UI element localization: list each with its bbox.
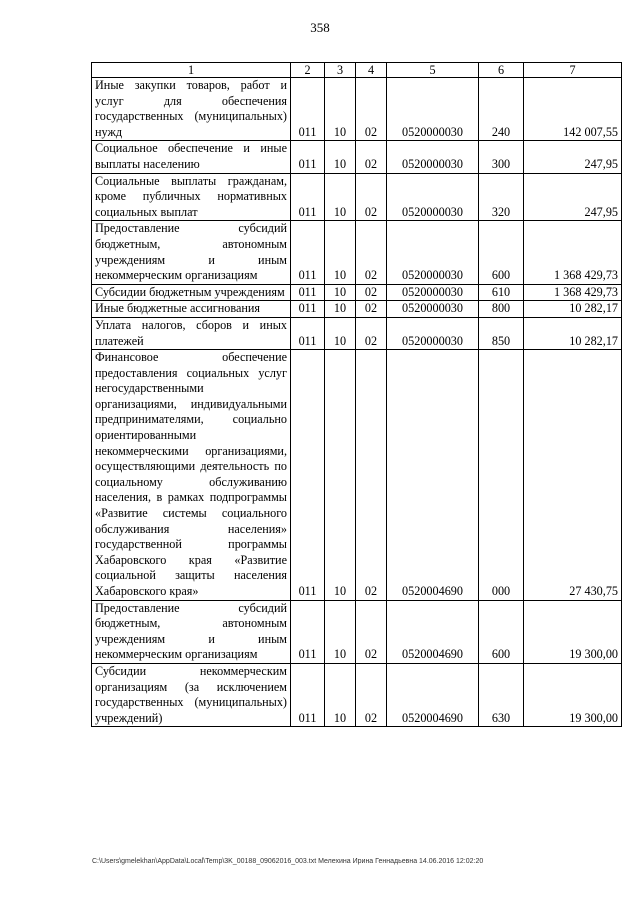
- row-description: Уплата налогов, сборов и иных платежей: [92, 317, 291, 349]
- cell-ministry: 011: [291, 317, 325, 349]
- cell-amount: 10 282,17: [524, 301, 622, 318]
- cell-expense-type: 610: [479, 284, 524, 301]
- cell-target-article: 0520000030: [387, 173, 479, 221]
- cell-subsection: 02: [356, 600, 387, 663]
- column-header: 5: [387, 63, 479, 78]
- table-row: [92, 350, 622, 601]
- cell-section: 10: [325, 221, 356, 284]
- row-description: Субсидии бюджетным учреждениям: [92, 284, 291, 301]
- cell-expense-type: 800: [479, 301, 524, 318]
- row-description: Финансовое обеспечение предоставления социальных услуг негосударственными организациями, индивидуальными предпринимателями, социально ориентированными некоммерческими организациями, осуществляющими деятельность по социальному обслуживанию населения, в рамках подпрограммы «Развитие системы социального обслуживания населения» государственной программы Хабаровского края «Развитие социальной защиты населения Хабаровского края»: [92, 350, 291, 601]
- table-row: [92, 663, 622, 726]
- cell-amount: 1 368 429,73: [524, 284, 622, 301]
- cell-subsection: 02: [356, 173, 387, 221]
- cell-expense-type: 000: [479, 350, 524, 601]
- row-description: Иные закупки товаров, работ и услуг для обеспечения государственных (муниципальных) нужд: [92, 78, 291, 141]
- cell-section: 10: [325, 284, 356, 301]
- cell-expense-type: 850: [479, 317, 524, 349]
- cell-ministry: 011: [291, 141, 325, 173]
- cell-expense-type: 630: [479, 663, 524, 726]
- cell-amount: 10 282,17: [524, 317, 622, 349]
- cell-amount: 1 368 429,73: [524, 221, 622, 284]
- cell-section: 10: [325, 141, 356, 173]
- cell-amount: 247,95: [524, 173, 622, 221]
- cell-expense-type: 320: [479, 173, 524, 221]
- cell-section: 10: [325, 173, 356, 221]
- row-description: Иные бюджетные ассигнования: [92, 301, 291, 318]
- cell-subsection: 02: [356, 284, 387, 301]
- cell-ministry: 011: [291, 663, 325, 726]
- table-row: [92, 221, 622, 284]
- cell-expense-type: 240: [479, 78, 524, 141]
- cell-subsection: 02: [356, 141, 387, 173]
- column-header: 4: [356, 63, 387, 78]
- cell-target-article: 0520000030: [387, 141, 479, 173]
- cell-target-article: 0520000030: [387, 221, 479, 284]
- row-description: Предоставление субсидий бюджетным, автономным учреждениям и иным некоммерческим организациям: [92, 221, 291, 284]
- table-row: [92, 141, 622, 173]
- cell-expense-type: 600: [479, 221, 524, 284]
- table-row: [92, 173, 622, 221]
- row-description: Предоставление субсидий бюджетным, автономным учреждениям и иным некоммерческим организациям: [92, 600, 291, 663]
- column-header: 1: [92, 63, 291, 78]
- cell-section: 10: [325, 317, 356, 349]
- column-header: 6: [479, 63, 524, 78]
- cell-section: 10: [325, 78, 356, 141]
- cell-target-article: 0520004690: [387, 600, 479, 663]
- cell-subsection: 02: [356, 78, 387, 141]
- cell-section: 10: [325, 600, 356, 663]
- cell-subsection: 02: [356, 221, 387, 284]
- cell-expense-type: 300: [479, 141, 524, 173]
- cell-subsection: 02: [356, 663, 387, 726]
- cell-section: 10: [325, 350, 356, 601]
- column-header: 2: [291, 63, 325, 78]
- cell-expense-type: 600: [479, 600, 524, 663]
- cell-ministry: 011: [291, 350, 325, 601]
- table-row: [92, 317, 622, 349]
- cell-section: 10: [325, 301, 356, 318]
- table-row: [92, 284, 622, 301]
- cell-subsection: 02: [356, 317, 387, 349]
- table-row: [92, 600, 622, 663]
- cell-ministry: 011: [291, 221, 325, 284]
- cell-subsection: 02: [356, 301, 387, 318]
- cell-amount: 142 007,55: [524, 78, 622, 141]
- cell-ministry: 011: [291, 301, 325, 318]
- cell-ministry: 011: [291, 78, 325, 141]
- page-number: 358: [310, 20, 330, 35]
- cell-ministry: 011: [291, 284, 325, 301]
- row-description: Социальное обеспечение и иные выплаты населению: [92, 141, 291, 173]
- cell-amount: 19 300,00: [524, 600, 622, 663]
- cell-target-article: 0520000030: [387, 284, 479, 301]
- column-header: 7: [524, 63, 622, 78]
- cell-target-article: 0520004690: [387, 350, 479, 601]
- column-header: 3: [325, 63, 356, 78]
- cell-target-article: 0520000030: [387, 301, 479, 318]
- cell-ministry: 011: [291, 600, 325, 663]
- cell-subsection: 02: [356, 350, 387, 601]
- cell-amount: 247,95: [524, 141, 622, 173]
- cell-target-article: 0520000030: [387, 317, 479, 349]
- cell-section: 10: [325, 663, 356, 726]
- row-description: Субсидии некоммерческим организациям (за исключением государственных (муниципальных) учреждений): [92, 663, 291, 726]
- table-row: [92, 301, 622, 318]
- cell-target-article: 0520004690: [387, 663, 479, 726]
- cell-amount: 27 430,75: [524, 350, 622, 601]
- cell-amount: 19 300,00: [524, 663, 622, 726]
- cell-ministry: 011: [291, 173, 325, 221]
- row-description: Социальные выплаты гражданам, кроме публичных нормативных социальных выплат: [92, 173, 291, 221]
- table-header-row: [92, 63, 622, 78]
- budget-table: [91, 62, 622, 727]
- cell-target-article: 0520000030: [387, 78, 479, 141]
- table-row: [92, 78, 622, 141]
- file-path-footer: C:\Users\gmelekhan\AppData\Local\Temp\3K_00188_09062016_003.txt Мелехина Ирина Геннадьевна 14.06.2016 12:02:20: [92, 858, 484, 865]
